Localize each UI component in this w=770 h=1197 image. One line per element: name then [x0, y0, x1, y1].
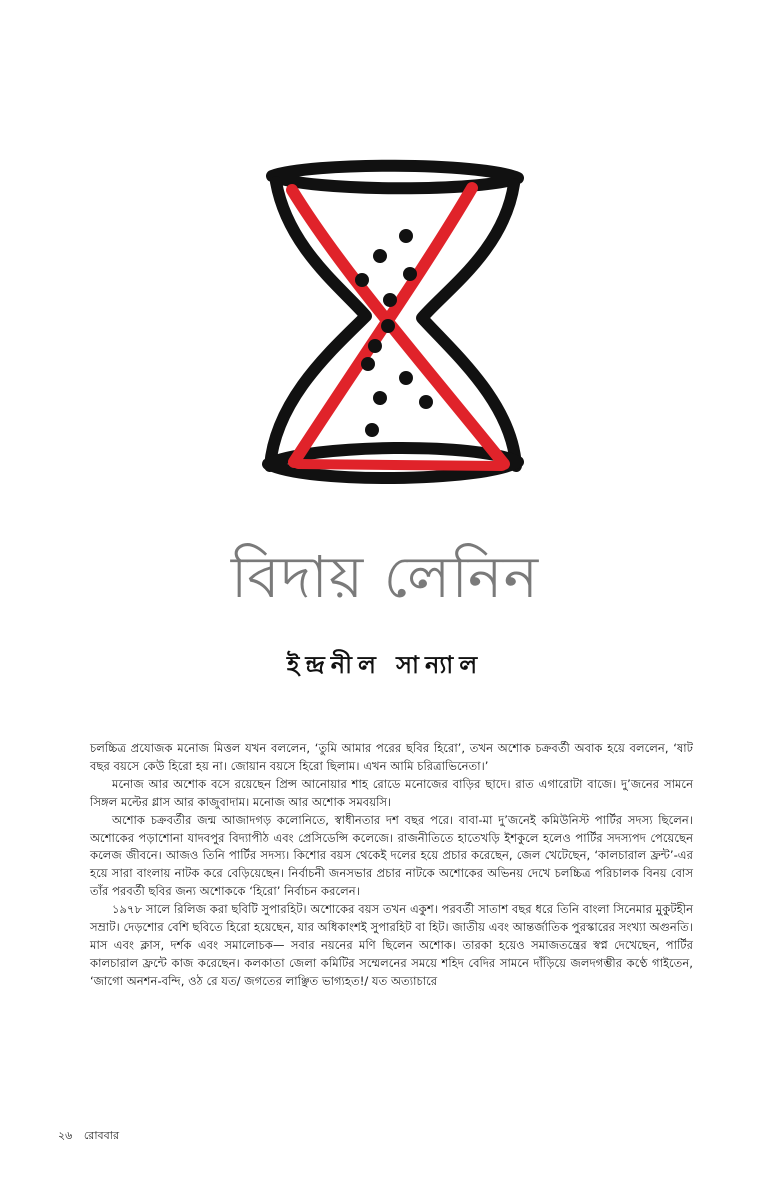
page-number: ২৬ — [58, 1129, 73, 1142]
cross-bottom-line — [298, 464, 502, 466]
sand-grain — [355, 273, 369, 287]
sand-grain — [381, 319, 395, 333]
sand-grain — [399, 371, 413, 385]
magazine-name: রোববার — [83, 1129, 120, 1142]
paragraph: অশোক চক্রবর্তীর জন্ম আজাদগড় কলোনিতে, স্বাধীনতার দশ বছর পরে। বাবা-মা দু’জনেই কমিউনিস্ট পার্টির সদস্য ছিলেন। অশোকের পড়াশোনা যাদবপুর বিদ্যাপীঠ এবং প্রেসিডেন্সি কলেজে। রাজনীতিতে হাতেখড়ি ইশকুলে হলেও পার্টির সদস্যপদ পেয়েছেন কলেজ জীবনে। আজও তিনি পার্টির সদস্য। কিশোর বয়স থেকেই দলের হয়ে প্রচার করেছেন, জেল খেটেছেন, ‘কালচারাল ফ্রন্ট’-এর হয়ে সারা বাংলায় নাটক করে বেড়িয়েছেন। নির্বাচনী জনসভার প্রচার নাটকে অশোকের অভিনয় দেখে চলচ্চিত্র পরিচালক বিনয় বোস তাঁর পরবর্তী ছবির জন্য অশোককে ‘হিরো’ নির্বাচন করলেন। — [90, 812, 693, 899]
article-body — [90, 740, 693, 991]
hourglass-crossed-illustration — [250, 148, 540, 493]
sand-grain — [419, 395, 433, 409]
sand-grain — [383, 293, 397, 307]
paragraph: চলচ্চিত্র প্রযোজক মনোজ মিত্তল যখন বললেন, ‘তুমি আমার পরের ছবির হিরো’, তখন অশোক চক্রবর্তী অবাক হয়ে বললেন, ‘ষাট বছর বয়সে কেউ হিরো হয় না। জোয়ান বয়সে হিরো ছিলাম। এখন আমি চরিত্রাভিনেতা।’ — [90, 741, 693, 773]
article-title: বিদায় লেনিন — [230, 543, 540, 611]
hourglass-top-rim — [272, 166, 518, 189]
page-footer — [58, 1127, 119, 1146]
sand-grain — [368, 339, 382, 353]
sand-grain — [399, 229, 413, 243]
sand-grain — [403, 267, 417, 281]
sand-grain — [365, 423, 379, 437]
sand-grain — [373, 249, 387, 263]
article-author: ইন্দ্রনীল সান্যাল — [286, 651, 484, 679]
paragraph: মনোজ আর অশোক বসে রয়েছেন প্রিন্স আনোয়ার শাহ রোডে মনোজের বাড়ির ছাদে। রাত এগারোটা বাজে। দু’জনের সামনে সিঙ্গল মল্টের গ্লাস আর কাজুবাদাম। মনোজ আর অশোক সমবয়সি। — [90, 776, 693, 809]
paragraph: ১৯৭৮ সালে রিলিজ করা ছবিটি সুপারহিট। অশোকের বয়স তখন একুশ। পরবর্তী সাতাশ বছর ধরে তিনি বাংলা সিনেমার মুকুটহীন সম্রাট। দেড়শোর বেশি ছবিতে হিরো হয়েছেন, যার অধিকাংশই সুপারহিট বা হিট। জাতীয় এবং আন্তর্জাতিক পুরস্কারের সংখ্যা অগুনতি। মাস এবং ক্লাস, দর্শক এবং সমালোচক— সবার নয়নের মণি ছিলেন অশোক। তারকা হয়েও সমাজতন্ত্রের স্বপ্ন দেখেছেন, পার্টির কালচারাল ফ্রন্টে কাজ করেছেন। কলকাতা জেলা কমিটির সম্মেলনের সময়ে শহিদ বেদির সামনে দাঁড়িয়ে জলদগম্ভীর কণ্ঠে গাইতেন, ‘জাগো অনশন-বন্দি, ওঠ রে যত/ জগতের লাঞ্ছিত ভাগ্যহত!/ যত অত্যাচারে — [90, 902, 693, 988]
sand-grain — [361, 357, 375, 371]
sand-grain — [373, 391, 387, 405]
